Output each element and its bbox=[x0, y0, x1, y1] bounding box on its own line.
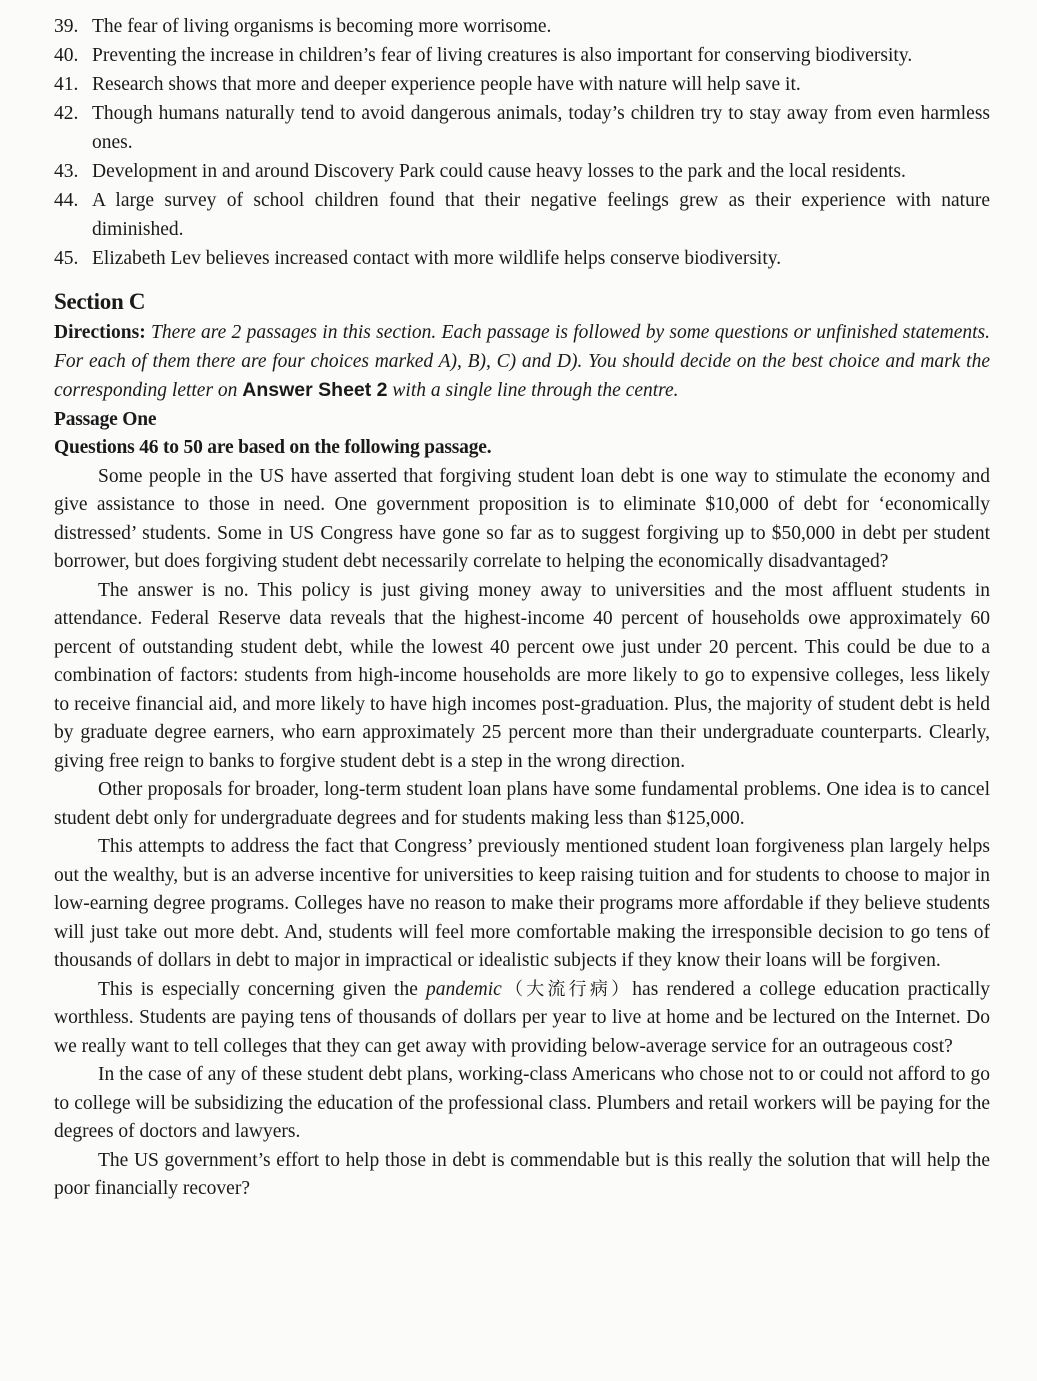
passage-body bbox=[54, 463, 990, 1204]
passage-paragraph: The US government’s effort to help those in debt is commendable but is this really the solution that will help the poor financially recover? bbox=[54, 1149, 990, 1199]
statement-item bbox=[54, 244, 990, 273]
statement-text: Development in and around Discovery Park could cause heavy losses to the park and the local residents. bbox=[92, 161, 906, 182]
passage-paragraph: Other proposals for broader, long-term student loan plans have some fundamental problems. One idea is to cancel student debt only for undergraduate degrees and for students making less than $125,000. bbox=[54, 779, 990, 829]
passage-paragraph: Some people in the US have asserted that forgiving student loan debt is one way to stimulate the economy and give assistance to those in need. One government proposition is to eliminate $10,000 of debt for ‘economically distressed’ students. Some in US Congress have gone so far as to suggest forgiving up to $50,000 in debt per student borrower, but does forgiving student debt necessarily correlate to helping the economically disadvantaged? bbox=[54, 465, 990, 572]
statement-number: 45. bbox=[54, 248, 79, 269]
section-title: Section C bbox=[54, 289, 146, 314]
statement-number: 41. bbox=[54, 74, 79, 95]
directions-text-end: with a single line through the centre. bbox=[387, 380, 679, 401]
statement-number: 40. bbox=[54, 45, 79, 66]
statement-number: 43. bbox=[54, 161, 79, 182]
answer-sheet-ref: Answer Sheet 2 bbox=[242, 379, 388, 401]
statement-number: 39. bbox=[54, 16, 79, 37]
passage-label: Passage One bbox=[54, 408, 157, 430]
passage-paragraph bbox=[54, 976, 990, 1062]
statement-text: Preventing the increase in children’s fear of living creatures is also important for conserving biodiversity. bbox=[92, 45, 913, 66]
chinese-gloss: （大流行病） bbox=[501, 978, 633, 1000]
statement-item bbox=[54, 12, 990, 41]
statement-text: Research shows that more and deeper experience people have with nature will help save it. bbox=[92, 74, 801, 95]
directions-text: There are 2 passages in this section. Each passage is followed by some questions or unfinished statements. For each of them there are four choices marked A), B), C) and D). You should decide on the best choice and mark the corresponding letter on bbox=[54, 322, 990, 401]
statement-item bbox=[54, 186, 990, 244]
directions bbox=[54, 319, 990, 406]
statement-item bbox=[54, 99, 990, 157]
directions-label: Directions: bbox=[54, 322, 146, 343]
statement-number: 44. bbox=[54, 190, 79, 211]
paragraph-text: This is especially concerning given the bbox=[98, 978, 426, 1000]
statement-item bbox=[54, 70, 990, 99]
glossed-term: pandemic bbox=[425, 978, 502, 1000]
statement-list bbox=[54, 12, 990, 273]
statement-text: A large survey of school children found that their negative feelings grew as their experience with nature diminished. bbox=[92, 190, 990, 240]
exam-page bbox=[54, 12, 990, 1204]
paragraph-text: has rendered a college education practically worthless. Students are paying tens of thousands of dollars per year to live at home and be lectured on the Internet. Do we really want to tell colleges that they can get away with providing below-average service for an outrageous cost? bbox=[54, 978, 990, 1057]
passage-paragraph: The answer is no. This policy is just giving money away to universities and the most affluent students in attendance. Federal Reserve data reveals that the highest-income 40 percent of households owe approximately 60 percent of outstanding student debt, while the lowest 40 percent owe just under 20 percent. This could be due to a combination of factors: students from high-income households are more likely to go to expensive colleges, less likely to receive financial aid, and more likely to have high incomes post-graduation. Plus, the majority of student debt is held by graduate degree earners, who earn approximately 25 percent more than their undergraduate counterparts. Clearly, giving free reign to banks to forgive student debt is a step in the wrong direction. bbox=[54, 579, 990, 772]
statement-text: Though humans naturally tend to avoid dangerous animals, today’s children try to stay away from even harmless ones. bbox=[92, 103, 990, 153]
statement-number: 42. bbox=[54, 103, 79, 124]
statement-item bbox=[54, 41, 990, 70]
passage-paragraph: This attempts to address the fact that Congress’ previously mentioned student loan forgiveness plan largely helps out the wealthy, but is an adverse incentive for universities to keep raising tuition and for students to choose to major in low-earning degree programs. Colleges have no reason to make their programs more affordable if they believe students will just take out more debt. And, students will feel more comfortable making the irresponsible decision to go tens of thousands of dollars in debt to major in impractical or idealistic subjects if they know their loans will be forgiven. bbox=[54, 836, 990, 971]
statement-text: Elizabeth Lev believes increased contact with more wildlife helps conserve biodiversity. bbox=[92, 248, 782, 269]
passage-paragraph: In the case of any of these student debt plans, working-class Americans who chose not to or could not afford to go to college will be subsidizing the education of the professional class. Plumbers and retail workers will be paying for the degrees of doctors and lawyers. bbox=[54, 1064, 990, 1142]
statement-item bbox=[54, 157, 990, 186]
statement-text: The fear of living organisms is becoming more worrisome. bbox=[92, 16, 552, 37]
questions-label: Questions 46 to 50 are based on the following passage. bbox=[54, 437, 492, 458]
